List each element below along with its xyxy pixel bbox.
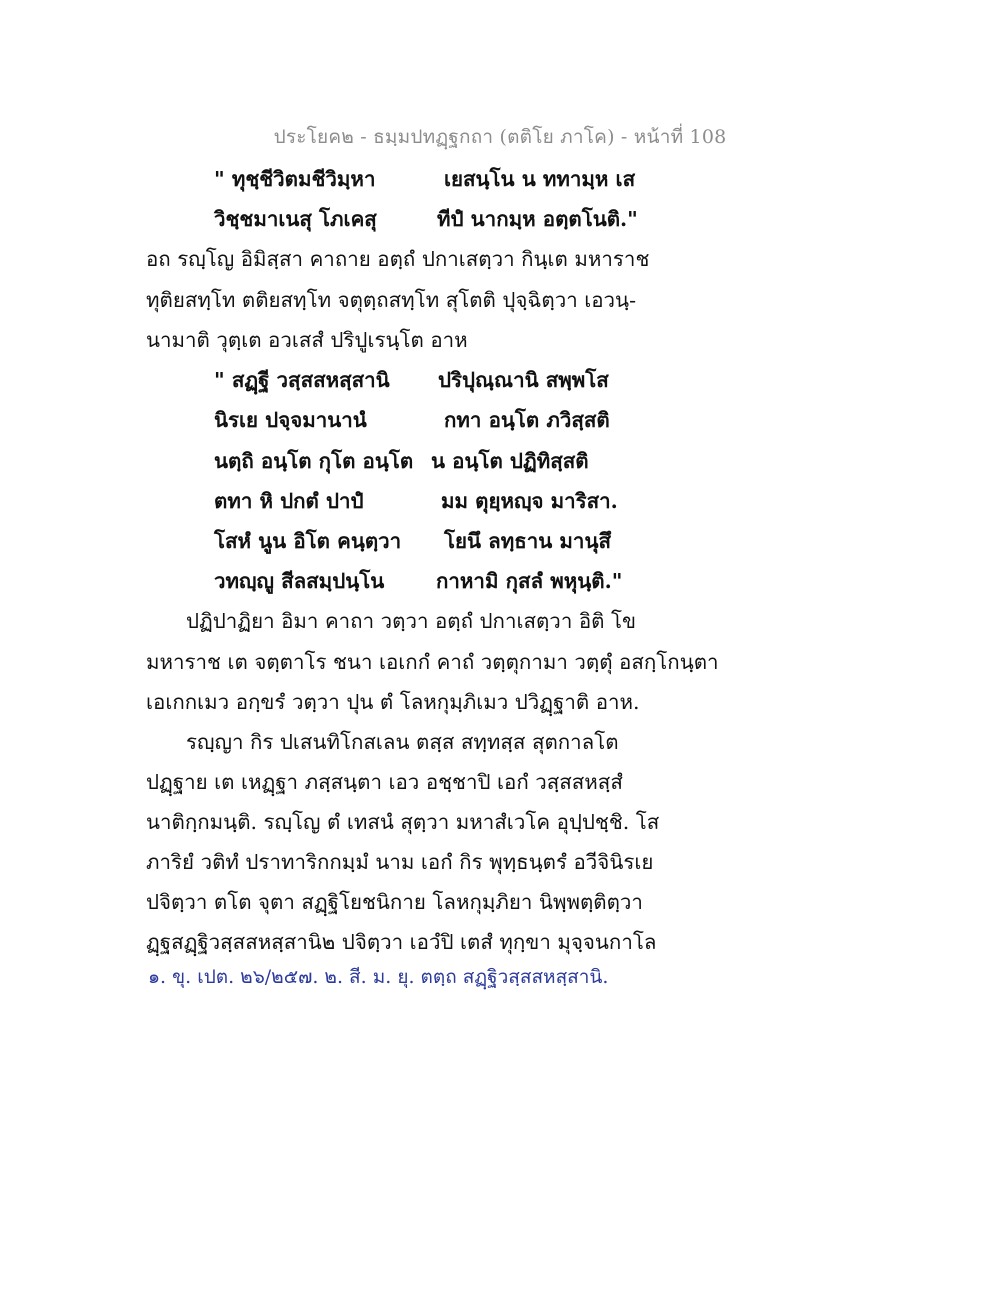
verse-left: วทญฺญู สีลสมฺปนฺโน xyxy=(214,569,385,593)
verse-right: มม ตุยฺหญฺจ มาริสา. xyxy=(441,489,618,513)
verse-left: นตฺถิ อนฺโต กุโต อนฺโต xyxy=(214,449,414,473)
prose-line: ปฏฺฐาย เต เหฏฺฐา ภสฺสนฺตา เอว อชฺชาปิ เอกํ วสฺสสหสฺสํ xyxy=(146,770,623,794)
prose-line: นาติกฺกมนฺติ. รญฺโญ ตํ เทสนํ สุตฺวา มหาสํเวโค อุปฺปชฺชิ. โส xyxy=(146,810,660,834)
footnote: ๑. ขุ. เปต. ๒๖/๒๕๗. ๒. สี. ม. ยุ. ตตฺถ สฏฺฐิวสฺสสหสฺสานิ. xyxy=(148,966,609,988)
verse-right: เยสนฺโน น ททามฺห เส xyxy=(444,167,636,191)
verse-right: กาหามิ กุสลํ พหุนฺติ." xyxy=(436,569,623,593)
prose-line: ฏฺฐสฏฺฐิวสฺสสหสฺสานิ๒ ปจิตฺวา เอวํปิ เตสํ ทุกฺขา มุจฺจนกาโล xyxy=(146,930,657,954)
verse-left: " ทุชฺชีวิตมชีวิมฺหา xyxy=(214,167,376,191)
verse-right: กทา อนฺโต ภวิสฺสติ xyxy=(444,408,610,432)
prose-line: ปจิตฺวา ตโต จุตา สฏฺฐิโยชนิกาย โลหกุมฺภิยา นิพฺพตฺติตฺวา xyxy=(146,890,643,914)
prose-line: เอเกกเมว อกฺขรํ วตฺวา ปุน ตํ โลหกุมฺภิเมว ปวิฏฺฐาติ อาห. xyxy=(146,690,640,714)
verse-right: ปริปุณฺณานิ สพฺพโส xyxy=(438,368,609,392)
prose-line: รญฺญา กิร ปเสนทิโกสเลน ตสฺส สทฺทสฺส สุตกาลโต xyxy=(186,730,619,754)
prose-line: อถ รญฺโญ อิมิสฺสา คาถาย อตฺถํ ปกาเสตฺวา กินฺเต มหาราช xyxy=(146,247,650,271)
verse-left: " สฏฺฐี วสฺสสหสฺสานิ xyxy=(214,368,390,392)
verse-right: น อนฺโต ปฏิทิสฺสติ xyxy=(431,449,589,473)
prose-line: ภาริยํ วติทํ ปราทาริกกมฺมํ นาม เอกํ กิร พุทฺธนฺตรํ อวีจินิรเย xyxy=(146,850,654,874)
prose-line: มหาราช เต จตฺตาโร ชนา เอเกกํ คาถํ วตฺตุกามา วตฺตุํ อสกฺโกนฺตา xyxy=(146,650,719,674)
prose-line: ปฏิปาฏิยา อิมา คาถา วตฺวา อตฺถํ ปกาเสตฺวา อิติ โข xyxy=(186,609,637,633)
verse-right: โยนึ ลทฺธาน มานุสึ xyxy=(444,529,611,553)
verse-left: นิรเย ปจฺจมานานํ xyxy=(214,408,367,432)
prose-line: ทุติยสทฺโท ตติยสทฺโท จตุตฺถสทฺโท สุโตติ ปุจฺฉิตฺวา เอวนฺ- xyxy=(146,288,636,312)
page-header: ประโยค๒ - ธมฺมปทฏฺฐกถา (ตติโย ภาโค) - หน้าที่ 108 xyxy=(273,126,727,148)
prose-line: นามาติ วุตฺเต อวเสสํ ปริปูเรนฺโต อาห xyxy=(146,328,468,352)
verse-left: โสหํ นูน อิโต คนฺตฺวา xyxy=(214,529,402,553)
verse-left: ตทา หิ ปกตํ ปาปํ xyxy=(214,489,364,513)
verse-left: วิชฺชมาเนสุ โภเคสุ xyxy=(214,207,377,231)
verse-right: ทีปํ นากมฺห อตฺตโนติ." xyxy=(437,207,638,231)
